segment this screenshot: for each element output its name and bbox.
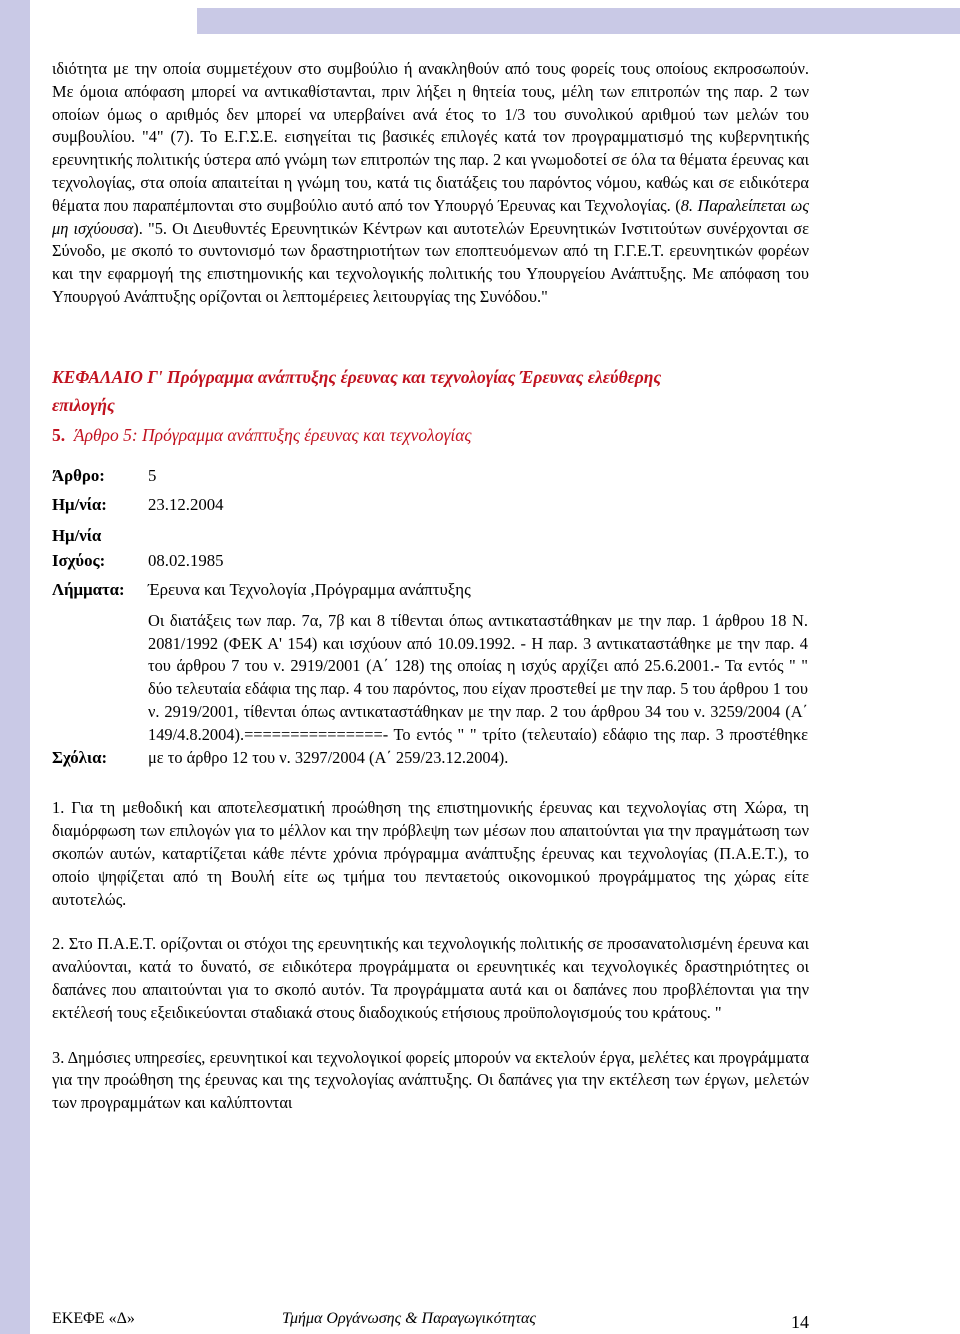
chapter-title-line2: επιλογής xyxy=(52,394,115,415)
meta-article-label: Άρθρο: xyxy=(52,465,105,485)
left-decorative-bar xyxy=(0,0,30,1334)
intro-paragraph xyxy=(52,58,809,309)
footer-page-number: 14 xyxy=(791,1312,809,1332)
intro-text-rest: ). "5. Οι Διευθυντές Ερευνητικών Κέντρων και αυτοτελών Ερευνητικών Ινστιτούτων συνέρχονται σε Σύνοδο, με σκοπό το συντονισμό των δραστηριοτήτων των εποπτευόμενων από τη Γ.Γ.Ε.Τ. ερευνητικών φορέων και την εφαρμογή της επιστημονικής και τεχνολογικής πολιτικής του Υπουργείου Ανάπτυξης. Με απόφαση του Υπουργού Ανάπτυξης ορίζονται οι λεπτομέρειες λειτουργίας της Συνόδου." xyxy=(52,218,810,306)
body-paragraph-1: 1. Για τη μεθοδική και αποτελεσματική προώθηση της επιστημονικής έρευνας και τεχνολογίας στη Χώρα, τη διαμόρφωση των επιλογών για το μέλλον και την πρόβλεψη των μέσων που απαιτούνται για την πραγμάτωση των σκοπών αυτών, καταρτίζεται κάθε πέντε χρόνια πρόγραμμα ανάπτυξης έρευνας και τεχνολογίας (Π.Α.Ε.Τ.), το οποίο ψηφίζεται από τη Βουλή είτε ως τμήμα του πενταετούς οικονομικού προγράμματος της χώρας είτε αυτοτελώς. xyxy=(52,798,809,909)
meta-notes-row xyxy=(52,610,809,770)
meta-validity-row xyxy=(52,523,809,573)
meta-date-label: Ημ/νία: xyxy=(52,494,107,514)
meta-notes-value: Οι διατάξεις των παρ. 7α, 7β και 8 τίθενται όπως αντικαταστάθηκαν με την παρ. 1 άρθρου 18 Ν. 2081/1992 (ΦΕΚ Α' 154) και ισχύουν από 10.09.1992. - Η παρ. 3 αντικαταστάθηκε με την παρ. 4 του άρθρου 7 του ν. 2919/2001 (Α΄ 128) της οποίας η ισχύς αρχίζει από 25.6.2001.- Τα εντός " " δύο τελευταία εδάφια της παρ. 4 του παρόντος, που είχαν προστεθεί με την παρ. 5 του άρθρου 1 του ν. 2919/2001, τίθενται όπως αντικαταστάθηκαν με την παρ. 2 του άρθρου 34 του ν. 3259/2004 (Α΄ 149/4.8.2004).===============- Το εντός " " τρίτο (τελευταίο) εδάφιο της παρ. 3 προστέθηκε με το άρθρο 12 του ν. 3297/2004 (Α΄ 259/23.12.2004). xyxy=(148,610,808,767)
meta-article-row xyxy=(52,463,809,488)
meta-date-value: 23.12.2004 xyxy=(148,494,224,514)
body-paragraph-2: 2. Στο Π.Α.Ε.Τ. ορίζονται οι στόχοι της ερευνητικής και τεχνολογικής πολιτικής σε προσανατολισμένη έρευνα και αναλύονται, κατά το δυνατό, σε ειδικότερα προγράμματα οι ερευνητικές και τεχνολογικές δραστηριότητες οι δαπάνες που απαιτούνται για το σκοπό αυτόν. Τα προγράμματα αυτά και οι δαπάνες που προβλέπονται για την εκτέλεσή τους εξειδικεύονται σταδιακά στους διαδοχικούς ετήσιους προϋπολογισμούς του κράτους. " xyxy=(52,934,809,1022)
article-number: 5. xyxy=(52,424,66,445)
meta-keywords-value: Έρευνα και Τεχνολογία ,Πρόγραμμα ανάπτυξης xyxy=(148,579,471,599)
meta-validity-label-line1: Ημ/νία xyxy=(52,525,102,545)
meta-validity-label-line2: Ισχύος: xyxy=(52,550,106,570)
meta-keywords-label: Λήμματα: xyxy=(52,579,125,599)
document-page xyxy=(52,58,809,1115)
meta-notes-label: Σχόλια: xyxy=(52,747,108,767)
article-metadata xyxy=(52,463,809,770)
chapter-title xyxy=(52,363,809,419)
chapter-title-line1: ΚΕΦΑΛΑΙΟ Γ' Πρόγραμμα ανάπτυξης έρευνας και τεχνολογίας Έρευνας ελεύθερης xyxy=(52,366,662,387)
footer-org: ΕΚΕΦΕ «Δ» xyxy=(52,1310,135,1327)
footer-department: Τμήμα Οργάνωσης & Παραγωγικότητας xyxy=(282,1310,536,1327)
article-title-text: Άρθρο 5: Πρόγραμμα ανάπτυξης έρευνας και τεχνολογίας xyxy=(73,424,472,445)
intro-text: ιδιότητα με την οποία συμμετέχουν στο συμβούλιο ή ανακληθούν από τους φορείς τους οποίους εκπροσωπούν. Με όμοια απόφαση μπορεί να αντικαθίστανται, πριν λήξει η θητεία τους, μέλη των επιτροπών της παρ. 2 των οποίων όμως ο αριθμός δεν μπορεί να υπερβαίνει ανά έτος το 1/3 του συνολικού αριθμού των μελών του συμβουλίου. "4" (7). Το Ε.Γ.Σ.Ε. εισηγείται τις βασικές επιλογές κατά τον προγραμματισμό της κυβερνητικής ερευνητικής πολιτικής ύστερα από γνώμη των επιτροπών της παρ. 2 και γνωμοδοτεί σε όλα τα θέματα έρευνας και τεχνολογίας, στα οποία απαιτείται η γνώμη του, κατά τις διατάξεις του παρόντος νόμου, καθώς και σε ειδικότερα θέματα που παραπέμπονται στο συμβούλιο αυτό από τον Υπουργό Έρευνας και Τεχνολογίας. ( xyxy=(52,59,809,215)
article-title xyxy=(52,421,809,449)
top-decorative-bar xyxy=(197,8,960,34)
meta-validity-value: 08.02.1985 xyxy=(148,550,224,570)
meta-date-row xyxy=(52,492,809,517)
intro-italic-note: 8. Παραλείπεται ως μη ισχύουσα xyxy=(52,195,809,238)
meta-validity-label xyxy=(52,523,148,573)
meta-article-value: 5 xyxy=(148,465,157,485)
meta-keywords-row xyxy=(52,577,809,602)
body-paragraph-3: 3. Δημόσιες υπηρεσίες, ερευνητικοί και τεχνολογικοί φορείς μπορούν να εκτελούν έργα, μελέτες και προγράμματα για την προώθηση της έρευνας και της τεχνολογίας ανάπτυξης. Οι δαπάνες για την εκτέλεση των έργων, μελετών των προγραμμάτων και καλύπτονται xyxy=(52,1047,809,1113)
